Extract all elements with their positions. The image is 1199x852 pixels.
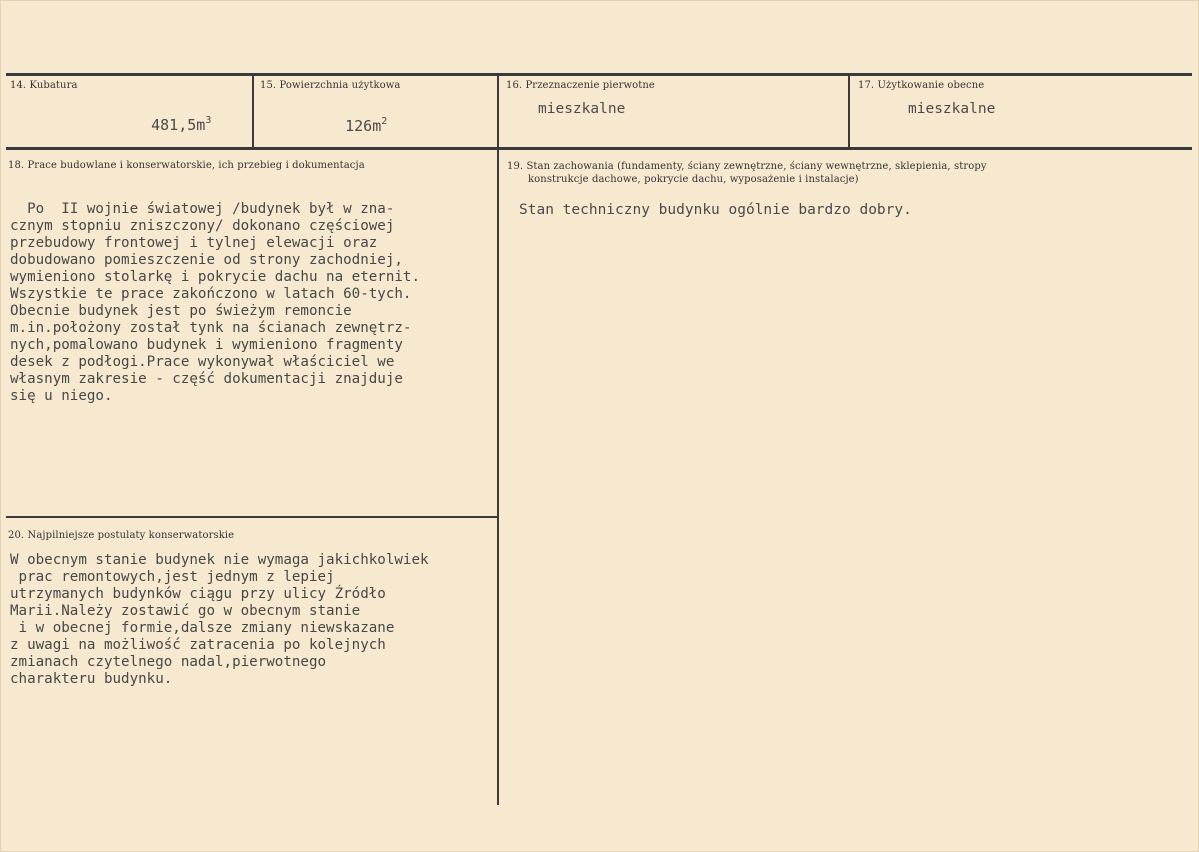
field-18-line: nych,pomalowano budynek i wymieniono fragmenty xyxy=(10,337,403,353)
field-20-line: z uwagi na możliwość zatracenia po kolejnych xyxy=(10,637,386,653)
field-20-line: zmianach czytelnego nadal,pierwotnego xyxy=(10,654,327,670)
field-20-line: utrzymanych budynków ciągu przy ulicy Źródło xyxy=(10,586,386,602)
field-20-label: 20. Najpilniejsze postulaty konserwatorskie xyxy=(8,530,235,541)
field-16-value: mieszkalne xyxy=(538,101,626,117)
section-18-20-rule xyxy=(6,516,498,518)
field-20-line: charakteru budynku. xyxy=(10,671,173,687)
field-18-line: się u niego. xyxy=(10,388,113,404)
divider-16-17 xyxy=(848,73,850,149)
field-18-line: własnym zakresie - część dokumentacji znajduje xyxy=(10,371,403,387)
field-20-line: prac remontowych,jest jednym z lepiej xyxy=(10,569,335,585)
field-20-text xyxy=(10,552,429,688)
field-18-line: wymieniono stolarkę i pokrycie dachu na eternit. xyxy=(10,269,420,285)
divider-14-15 xyxy=(252,73,254,149)
field-20-line: Marii.Należy zostawić go w obecnym stanie xyxy=(10,603,361,619)
field-18-line: dobudowano pomieszczenie od strony zachodniej, xyxy=(10,252,403,268)
field-19-value: Stan techniczny budynku ogólnie bardzo dobry. xyxy=(519,202,912,218)
field-17-value: mieszkalne xyxy=(908,101,996,117)
field-14-label: 14. Kubatura xyxy=(10,80,78,91)
divider-15-16 xyxy=(497,73,499,805)
field-15-value: $126m^2$ xyxy=(345,116,388,135)
field-18-label: 18. Prace budowlane i konserwatorskie, ich przebieg i dokumentacja xyxy=(8,160,365,171)
field-14-value: $481,5m^3$ xyxy=(151,115,212,134)
field-18-line: Po II wojnie światowej /budynek był w zna- xyxy=(10,201,395,217)
field-18-text xyxy=(10,201,420,405)
field-16-label: 16. Przeznaczenie pierwotne xyxy=(506,80,655,91)
field-15-label: 15. Powierzchnia użytkowa xyxy=(260,80,401,91)
field-20-line: i w obecnej formie,dalsze zmiany niewskazane xyxy=(10,620,395,636)
field-18-line: przebudowy frontowej i tylnej elewacji oraz xyxy=(10,235,378,251)
field-17-label: 17. Użytkowanie obecne xyxy=(858,80,985,91)
field-19-label: 19. Stan zachowania (fundamenty, ściany zewnętrzne, ściany wewnętrzne, sklepienia, stropy xyxy=(507,161,987,172)
top-rule xyxy=(6,73,1192,76)
field-20-line: W obecnym stanie budynek nie wymaga jakichkolwiek xyxy=(10,552,429,568)
field-18-line: cznym stopniu zniszczony/ dokonano częściowej xyxy=(10,218,395,234)
field-18-line: desek z podłogi.Prace wykonywał właściciel we xyxy=(10,354,395,370)
field-18-line: m.in.położony został tynk na ścianach zewnętrz- xyxy=(10,320,412,336)
field-18-line: Obecnie budynek jest po świeżym remoncie xyxy=(10,303,352,319)
field-18-line: Wszystkie te prace zakończono w latach 60-tych. xyxy=(10,286,412,302)
field-19-label-continued: konstrukcje dachowe, pokrycie dachu, wyposażenie i instalacje) xyxy=(528,174,859,185)
